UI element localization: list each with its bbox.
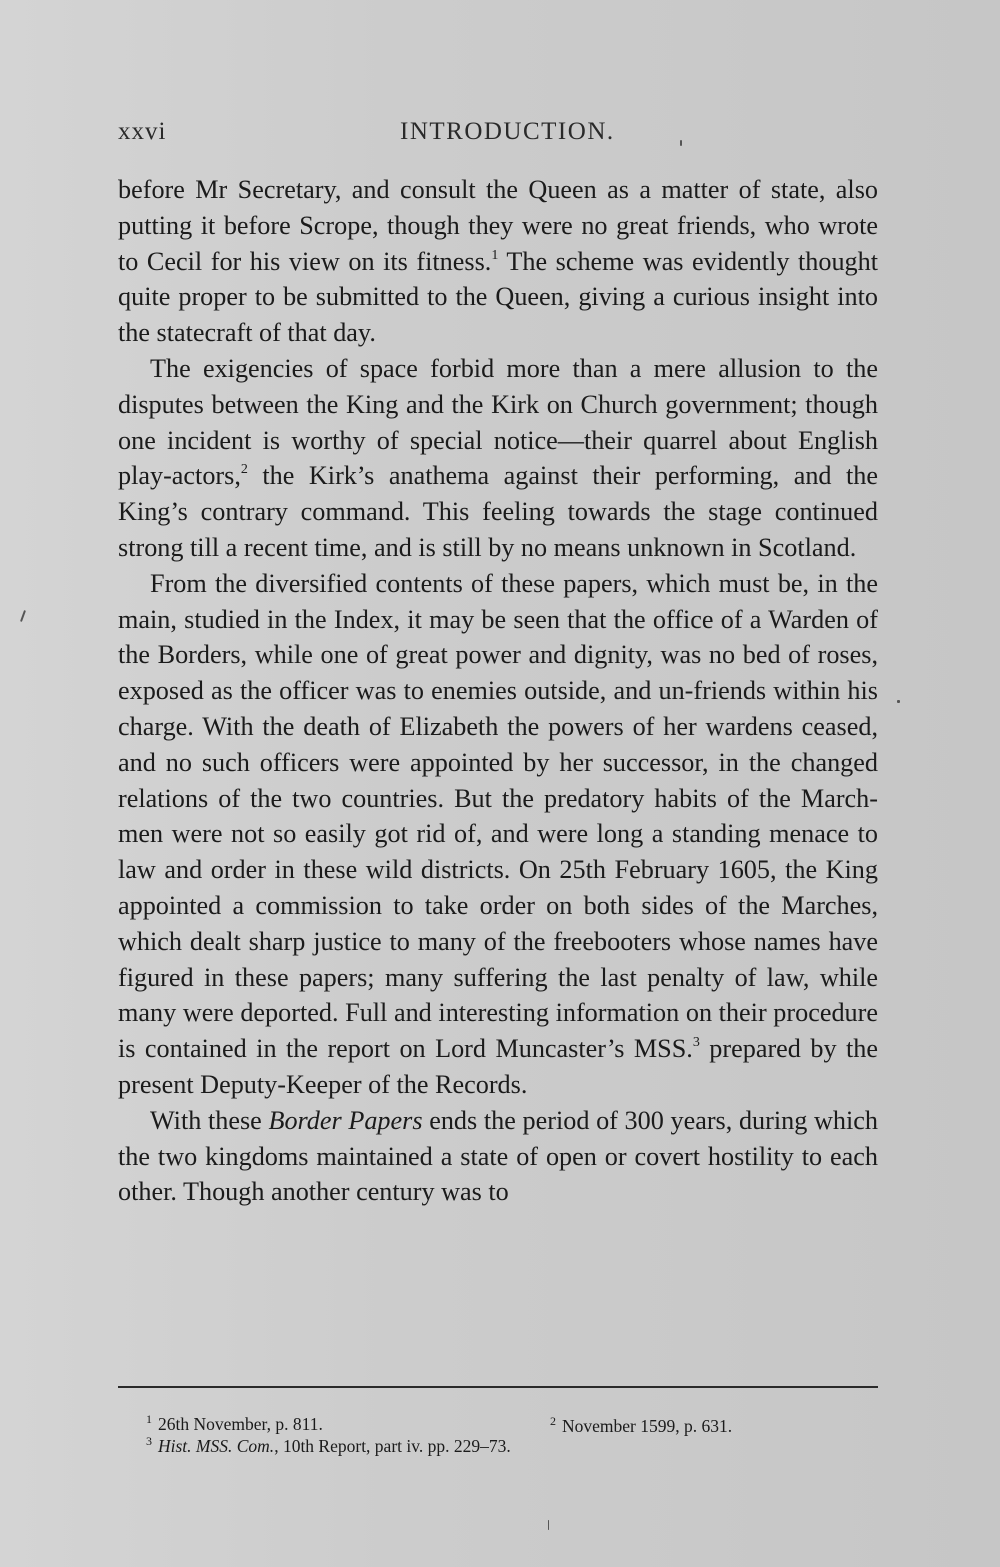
body-text (118, 172, 878, 1210)
paragraph-4 (118, 1103, 878, 1210)
footnote-ref-1: 1 (491, 247, 499, 263)
text-run: With these (150, 1105, 269, 1135)
italic-title: Border Papers (268, 1105, 423, 1135)
footnote-mark: 3 (146, 1434, 152, 1448)
paper-speck (680, 140, 682, 146)
footnote-text: , 10th Report, part iv. pp. 229–73. (274, 1436, 511, 1456)
footnote-row (146, 1430, 846, 1456)
text-run: The exigencies of space forbid more than a mere allusion to the disputes between the King and the Kirk on Church government; though one incident is worthy of special notice—their quarrel about English play-actors, (118, 353, 878, 491)
footnote-text: November 1599, p. 631. (562, 1416, 733, 1436)
running-head (118, 118, 878, 158)
page-number: xxvi (118, 118, 167, 145)
paragraph-1 (118, 172, 878, 351)
footnote-row (146, 1408, 846, 1436)
running-title: INTRODUCTION. (400, 118, 615, 145)
paper-speck (548, 1520, 549, 1530)
paragraph-2 (118, 351, 878, 566)
text-run: the Kirk’s anathema against their performing, and the King’s contrary command. This feeling towards the stage continued strong till a recent time, and is still by no means unknown in Scotland. (118, 461, 878, 562)
footnotes (146, 1408, 846, 1456)
text-run: The scheme was evidently thought quite proper to be submitted to the Queen, giving a curious insight into the statecraft of that day. (118, 246, 878, 348)
footnote-italic: Hist. MSS. Com. (158, 1436, 275, 1456)
paper-speck (897, 700, 900, 703)
footnote-3 (146, 1430, 511, 1457)
paragraph-3 (118, 566, 878, 1103)
footnote-text: 26th November, p. 811. (158, 1414, 323, 1434)
footnote-ref-3: 3 (692, 1035, 700, 1051)
text-run: before Mr Secretary, and consult the Queen as a matter of state, also putting it before Scrope, though they were no great friends, who wrote to Cecil for his view on its fitness. (118, 175, 878, 276)
text-run: ends the period of 300 years, during which the two kingdoms maintained a state of open or covert hostility to each other. Though another century was to (118, 1105, 878, 1207)
footnote-mark: 1 (146, 1412, 152, 1426)
text-run: prepared by the present Deputy-Keeper of the Records. (118, 1034, 878, 1099)
footnote-ref-2: 2 (240, 462, 248, 478)
footnote-rule (118, 1386, 878, 1388)
paper-speck (20, 610, 26, 622)
text-run: From the diversified contents of these papers, which must be, in the main, studied in the Index, it may be seen that the office of a Warden of the Borders, while one of great power and dignity, was no bed of roses, exposed as the officer was to enemies outside, and un-friends within his charge. With the death of Elizabeth the powers of her wardens ceased, and no such officers were appointed by her successor, in the changed relations of the two countries. But the predatory habits of the March-men were not so easily got rid of, and were long a standing menace to law and order in these wild districts. On 25th February 1605, the King appointed a commission to take order on both sides of the Marches, which dealt sharp justice to many of the freebooters whose names have figured in these papers; many suffering the last penalty of law, while many were deported. Full and interesting information on their procedure is contained in the report on Lord Muncaster’s MSS. (118, 568, 878, 1064)
footnote-mark: 2 (550, 1414, 556, 1428)
